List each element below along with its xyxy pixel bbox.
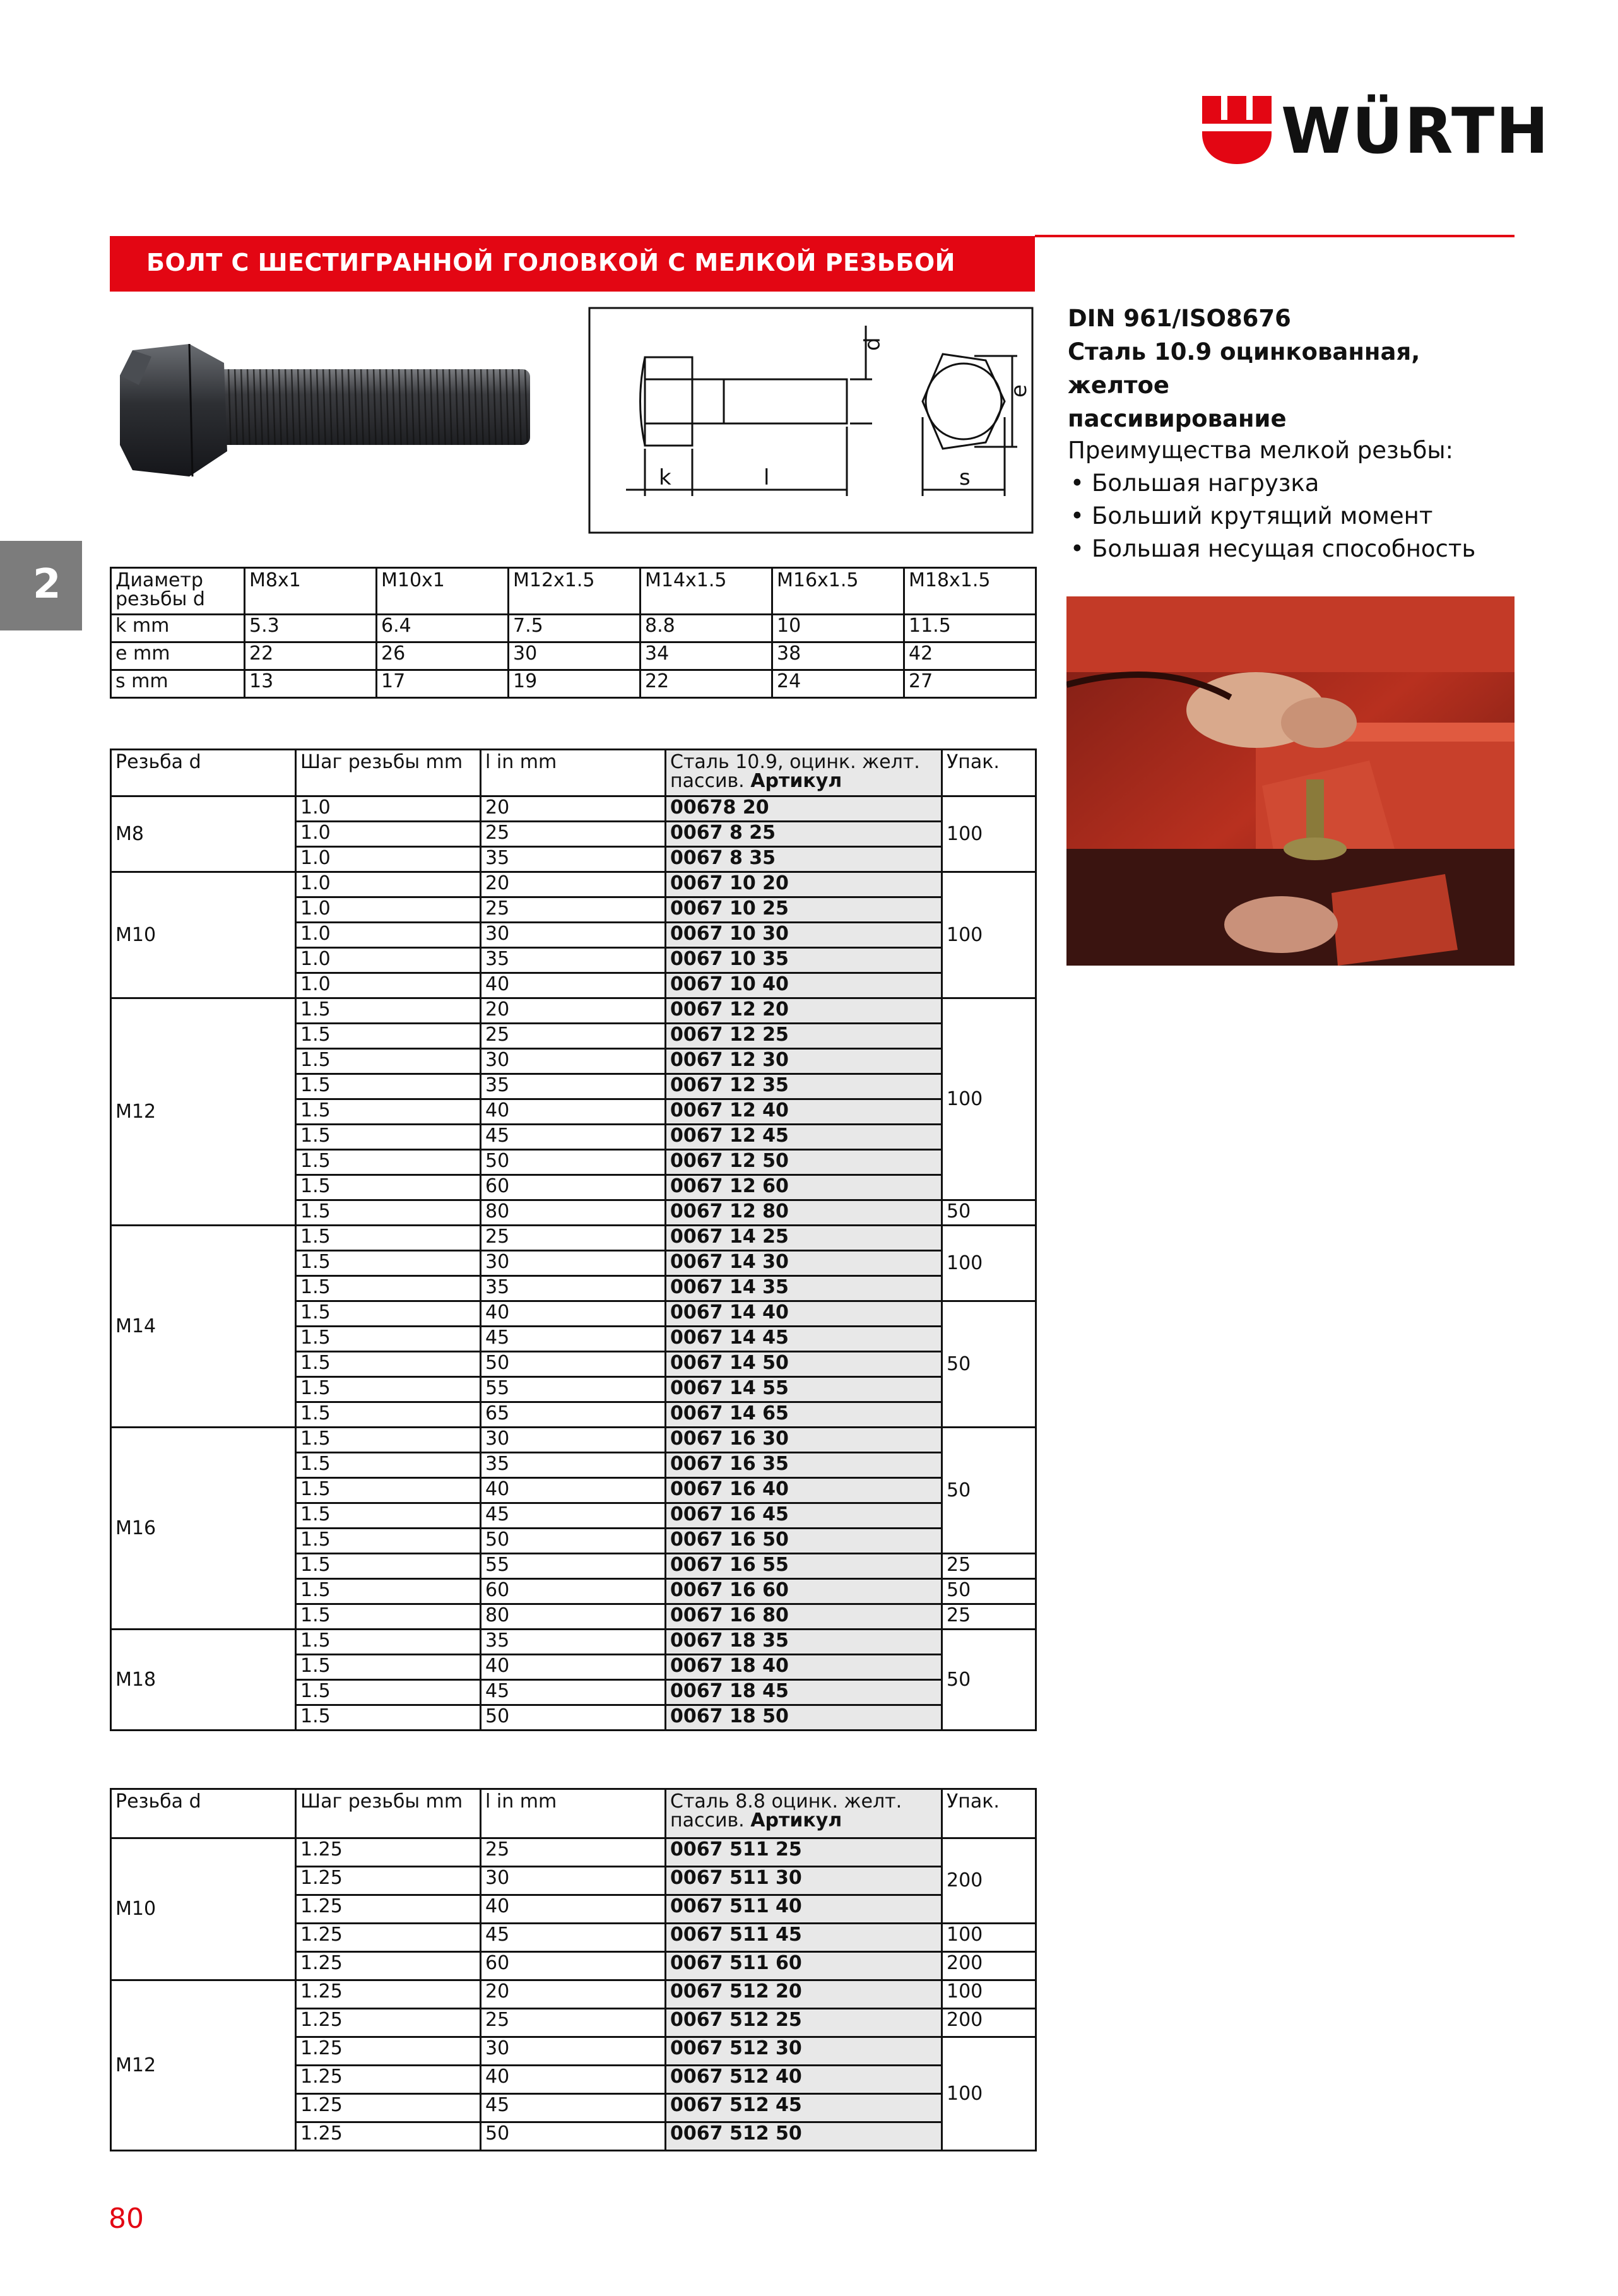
length-cell: 60 [481, 1579, 666, 1604]
size-header: M18x1.5 [904, 568, 1036, 615]
pitch-cell: 1.5 [296, 1680, 481, 1705]
pack-cell: 25 [942, 1554, 1036, 1579]
pitch-cell: 1.0 [296, 872, 481, 897]
pack-cell: 200 [942, 1952, 1036, 1980]
dimensions-table [110, 567, 1037, 699]
length-cell: 55 [481, 1554, 666, 1579]
pitch-cell: 1.5 [296, 1024, 481, 1049]
article-cell: 0067 511 30 [666, 1867, 942, 1895]
table-row [111, 1980, 1036, 2009]
page-title: БОЛТ С ШЕСТИГРАННОЙ ГОЛОВКОЙ С МЕЛКОЙ РЕЗЬБОЙ [146, 249, 955, 276]
dimension-value: 42 [904, 642, 1036, 670]
length-cell: 35 [481, 847, 666, 872]
pitch-cell: 1.25 [296, 1980, 481, 2009]
dimensions-row [111, 642, 1036, 670]
length-cell: 20 [481, 796, 666, 822]
article-cell: 0067 14 30 [666, 1251, 942, 1276]
article-cell: 0067 12 25 [666, 1024, 942, 1049]
header-article-line1: Сталь 8.8 оцинк. желт. [670, 1790, 902, 1813]
dimension-value: 6.4 [377, 615, 509, 642]
article-cell: 0067 16 40 [666, 1478, 942, 1503]
pitch-cell: 1.5 [296, 1428, 481, 1453]
header-thread: Резьба d [111, 750, 296, 796]
dimension-label: k mm [111, 615, 245, 642]
dimension-value: 34 [641, 642, 772, 670]
length-cell: 80 [481, 1200, 666, 1226]
length-cell: 60 [481, 1952, 666, 1980]
length-cell: 50 [481, 1352, 666, 1377]
pitch-cell: 1.25 [296, 1924, 481, 1952]
pitch-cell: 1.5 [296, 1478, 481, 1503]
table-row [111, 1428, 1036, 1453]
table-header-row [111, 750, 1036, 796]
length-cell: 35 [481, 1074, 666, 1099]
thread-cell: M12 [111, 1980, 296, 2151]
chapter-number: 2 [33, 561, 61, 608]
dimension-value: 26 [377, 642, 509, 670]
dimension-value: 19 [509, 670, 641, 698]
pack-cell: 100 [942, 872, 1036, 998]
pitch-cell: 1.5 [296, 1453, 481, 1478]
length-cell: 40 [481, 973, 666, 998]
drawing-label-e: e [1007, 384, 1032, 398]
drawing-label-d: d [860, 337, 885, 351]
pack-cell: 50 [942, 1630, 1036, 1731]
pitch-cell: 1.5 [296, 1327, 481, 1352]
length-cell: 35 [481, 948, 666, 973]
pack-cell: 50 [942, 1301, 1036, 1428]
title-rule [1035, 235, 1515, 237]
article-cell: 0067 12 35 [666, 1074, 942, 1099]
thread-cell: M18 [111, 1630, 296, 1731]
pitch-cell: 1.25 [296, 1867, 481, 1895]
header-line: резьбы d [115, 588, 205, 610]
article-cell: 0067 12 50 [666, 1150, 942, 1175]
header-article-line2 [670, 772, 937, 791]
pitch-cell: 1.5 [296, 1554, 481, 1579]
table-row [111, 1630, 1036, 1655]
length-cell: 40 [481, 2066, 666, 2094]
dimension-value: 13 [245, 670, 377, 698]
article-cell: 0067 12 40 [666, 1099, 942, 1125]
chapter-tab [0, 541, 82, 630]
size-header: M14x1.5 [641, 568, 772, 615]
dimension-value: 38 [772, 642, 904, 670]
length-cell: 55 [481, 1377, 666, 1402]
pitch-cell: 1.5 [296, 1150, 481, 1175]
pitch-cell: 1.5 [296, 1503, 481, 1529]
article-cell: 0067 18 50 [666, 1705, 942, 1731]
length-cell: 45 [481, 1327, 666, 1352]
bolt-technical-drawing [588, 307, 1034, 534]
article-cell: 0067 512 40 [666, 2066, 942, 2094]
dimension-label: s mm [111, 670, 245, 698]
thread-cell: M10 [111, 872, 296, 998]
length-cell: 20 [481, 872, 666, 897]
pitch-cell: 1.5 [296, 1099, 481, 1125]
length-cell: 30 [481, 1251, 666, 1276]
article-cell: 0067 10 35 [666, 948, 942, 973]
header-length: l in mm [481, 1789, 666, 1838]
pitch-cell: 1.0 [296, 923, 481, 948]
header-article [666, 1789, 942, 1838]
dimensions-header-label [111, 568, 245, 615]
length-cell: 30 [481, 923, 666, 948]
article-cell: 0067 12 45 [666, 1125, 942, 1150]
pitch-cell: 1.5 [296, 1604, 481, 1630]
pitch-cell: 1.5 [296, 1049, 481, 1074]
pitch-cell: 1.5 [296, 1402, 481, 1428]
advantages-list [1068, 467, 1547, 565]
article-cell: 0067 16 60 [666, 1579, 942, 1604]
article-cell: 0067 14 50 [666, 1352, 942, 1377]
length-cell: 20 [481, 1980, 666, 2009]
article-cell: 0067 16 55 [666, 1554, 942, 1579]
header-pack: Упак. [942, 1789, 1036, 1838]
dimension-value: 30 [509, 642, 641, 670]
article-cell: 0067 16 45 [666, 1503, 942, 1529]
pitch-cell: 1.5 [296, 1529, 481, 1554]
brand-name: WÜRTH [1281, 94, 1550, 168]
pack-cell: 100 [942, 1226, 1036, 1301]
dimension-value: 8.8 [641, 615, 772, 642]
drawing-label-k: k [659, 465, 671, 490]
application-photo [1066, 596, 1515, 966]
size-header: M8x1 [245, 568, 377, 615]
length-cell: 50 [481, 1529, 666, 1554]
pitch-cell: 1.25 [296, 2009, 481, 2037]
pack-cell: 100 [942, 2037, 1036, 2151]
size-header: M12x1.5 [509, 568, 641, 615]
article-cell: 0067 12 80 [666, 1200, 942, 1226]
pitch-cell: 1.5 [296, 1175, 481, 1200]
title-bar [110, 236, 1035, 292]
length-cell: 45 [481, 1680, 666, 1705]
pitch-cell: 1.25 [296, 1838, 481, 1867]
length-cell: 40 [481, 1099, 666, 1125]
dimension-label: e mm [111, 642, 245, 670]
length-cell: 50 [481, 1150, 666, 1175]
drawing-label-s: s [959, 465, 971, 490]
pitch-cell: 1.5 [296, 1377, 481, 1402]
article-cell: 0067 512 45 [666, 2094, 942, 2122]
article-cell: 0067 18 45 [666, 1680, 942, 1705]
pitch-cell: 1.0 [296, 973, 481, 998]
advantage-item: • Большая несущая способность [1068, 533, 1547, 565]
wurth-emblem-icon [1202, 96, 1272, 165]
article-cell: 0067 14 45 [666, 1327, 942, 1352]
article-cell: 0067 14 40 [666, 1301, 942, 1327]
length-cell: 40 [481, 1301, 666, 1327]
pack-cell: 100 [942, 998, 1036, 1200]
pitch-cell: 1.5 [296, 1630, 481, 1655]
length-cell: 35 [481, 1276, 666, 1301]
length-cell: 45 [481, 1125, 666, 1150]
table-header-row [111, 1789, 1036, 1838]
article-cell: 0067 8 25 [666, 822, 942, 847]
dimension-value: 24 [772, 670, 904, 698]
pack-cell: 100 [942, 1980, 1036, 2009]
thread-cell: M8 [111, 796, 296, 872]
thread-cell: M10 [111, 1838, 296, 1980]
table-row [111, 872, 1036, 897]
article-cell: 0067 10 20 [666, 872, 942, 897]
article-cell: 0067 16 80 [666, 1604, 942, 1630]
length-cell: 30 [481, 1049, 666, 1074]
length-cell: 60 [481, 1175, 666, 1200]
header-pack: Упак. [942, 750, 1036, 796]
length-cell: 25 [481, 1226, 666, 1251]
dimension-value: 10 [772, 615, 904, 642]
pack-cell: 50 [942, 1428, 1036, 1554]
header-pitch: Шаг резьбы mm [296, 750, 481, 796]
article-cell: 0067 16 35 [666, 1453, 942, 1478]
pitch-cell: 1.25 [296, 1895, 481, 1924]
dimension-value: 5.3 [245, 615, 377, 642]
header-article-bold: Артикул [750, 770, 842, 792]
pitch-cell: 1.5 [296, 1655, 481, 1680]
length-cell: 50 [481, 1705, 666, 1731]
pitch-cell: 1.5 [296, 1251, 481, 1276]
dimension-value: 11.5 [904, 615, 1036, 642]
article-cell: 0067 14 25 [666, 1226, 942, 1251]
size-header: M16x1.5 [772, 568, 904, 615]
header-article-prefix: пассив. [670, 1809, 745, 1831]
article-cell: 0067 511 25 [666, 1838, 942, 1867]
header-article [666, 750, 942, 796]
article-cell: 0067 12 20 [666, 998, 942, 1024]
article-cell: 0067 14 35 [666, 1276, 942, 1301]
pitch-cell: 1.5 [296, 1301, 481, 1327]
article-cell: 0067 18 35 [666, 1630, 942, 1655]
pitch-cell: 1.25 [296, 2094, 481, 2122]
length-cell: 40 [481, 1655, 666, 1680]
length-cell: 45 [481, 2094, 666, 2122]
pack-cell: 100 [942, 1924, 1036, 1952]
article-cell: 0067 10 40 [666, 973, 942, 998]
pitch-cell: 1.0 [296, 948, 481, 973]
length-cell: 25 [481, 897, 666, 923]
article-cell: 0067 511 60 [666, 1952, 942, 1980]
article-cell: 0067 14 55 [666, 1377, 942, 1402]
pitch-cell: 1.5 [296, 1200, 481, 1226]
pitch-cell: 1.0 [296, 822, 481, 847]
length-cell: 30 [481, 1428, 666, 1453]
article-cell: 0067 512 25 [666, 2009, 942, 2037]
article-cell: 0067 511 40 [666, 1895, 942, 1924]
advantage-item: • Большая нагрузка [1068, 467, 1547, 500]
length-cell: 40 [481, 1478, 666, 1503]
header-article-bold: Артикул [750, 1809, 842, 1831]
length-cell: 30 [481, 1867, 666, 1895]
thread-cell: M14 [111, 1226, 296, 1428]
table-row [111, 796, 1036, 822]
article-cell: 00678 20 [666, 796, 942, 822]
bolt-photo [114, 325, 543, 495]
length-cell: 50 [481, 2122, 666, 2151]
pitch-cell: 1.25 [296, 2122, 481, 2151]
article-table-8-8 [110, 1788, 1037, 2151]
dimension-value: 22 [245, 642, 377, 670]
pitch-cell: 1.5 [296, 1579, 481, 1604]
article-cell: 0067 16 50 [666, 1529, 942, 1554]
dimensions-row [111, 670, 1036, 698]
pitch-cell: 1.5 [296, 1125, 481, 1150]
pack-cell: 25 [942, 1604, 1036, 1630]
header-article-line1: Сталь 10.9, оцинк. желт. [670, 751, 920, 773]
length-cell: 45 [481, 1924, 666, 1952]
article-cell: 0067 512 50 [666, 2122, 942, 2151]
article-cell: 0067 8 35 [666, 847, 942, 872]
length-cell: 80 [481, 1604, 666, 1630]
length-cell: 25 [481, 2009, 666, 2037]
length-cell: 45 [481, 1503, 666, 1529]
pack-cell: 100 [942, 796, 1036, 872]
standard-info [1068, 302, 1522, 435]
pitch-cell: 1.5 [296, 1352, 481, 1377]
table-row [111, 998, 1036, 1024]
article-cell: 0067 10 25 [666, 897, 942, 923]
length-cell: 35 [481, 1453, 666, 1478]
pitch-cell: 1.5 [296, 1074, 481, 1099]
pitch-cell: 1.0 [296, 796, 481, 822]
length-cell: 65 [481, 1402, 666, 1428]
article-cell: 0067 16 30 [666, 1428, 942, 1453]
pack-cell: 50 [942, 1579, 1036, 1604]
article-cell: 0067 14 65 [666, 1402, 942, 1428]
dimensions-row [111, 615, 1036, 642]
pack-cell: 50 [942, 1200, 1036, 1226]
header-pitch: Шаг резьбы mm [296, 1789, 481, 1838]
table-row [111, 1226, 1036, 1251]
pitch-cell: 1.0 [296, 897, 481, 923]
material-line2: пассивирование [1068, 405, 1287, 432]
thread-cell: M16 [111, 1428, 296, 1630]
article-cell: 0067 511 45 [666, 1924, 942, 1952]
article-cell: 0067 12 60 [666, 1175, 942, 1200]
length-cell: 35 [481, 1630, 666, 1655]
header-article-prefix: пассив. [670, 770, 745, 792]
drawing-label-l: l [764, 465, 770, 490]
length-cell: 25 [481, 1024, 666, 1049]
length-cell: 30 [481, 2037, 666, 2066]
pitch-cell: 1.25 [296, 1952, 481, 1980]
pitch-cell: 1.5 [296, 1226, 481, 1251]
dimension-value: 27 [904, 670, 1036, 698]
material-line1: Сталь 10.9 оцинкованная, желтое [1068, 338, 1420, 399]
size-header: M10x1 [377, 568, 509, 615]
article-table-10-9 [110, 749, 1037, 1731]
pitch-cell: 1.25 [296, 2037, 481, 2066]
page-number: 80 [109, 2203, 144, 2235]
dimension-value: 22 [641, 670, 772, 698]
article-cell: 0067 12 30 [666, 1049, 942, 1074]
article-cell: 0067 10 30 [666, 923, 942, 948]
dimensions-header-row [111, 568, 1036, 615]
pitch-cell: 1.5 [296, 1276, 481, 1301]
header-length: l in mm [481, 750, 666, 796]
advantages-heading: Преимущества мелкой резьбы: [1068, 437, 1454, 464]
length-cell: 25 [481, 822, 666, 847]
pitch-cell: 1.25 [296, 2066, 481, 2094]
advantage-item: • Больший крутящий момент [1068, 500, 1547, 533]
pack-cell: 200 [942, 2009, 1036, 2037]
dimension-value: 7.5 [509, 615, 641, 642]
length-cell: 40 [481, 1895, 666, 1924]
length-cell: 25 [481, 1838, 666, 1867]
thread-cell: M12 [111, 998, 296, 1226]
header-article-line2 [670, 1811, 937, 1830]
article-cell: 0067 512 20 [666, 1980, 942, 2009]
pitch-cell: 1.5 [296, 998, 481, 1024]
header-thread: Резьба d [111, 1789, 296, 1838]
dimension-value: 17 [377, 670, 509, 698]
wurth-logo [1202, 94, 1550, 170]
standard-code: DIN 961/ISO8676 [1068, 305, 1291, 332]
article-cell: 0067 512 30 [666, 2037, 942, 2066]
header-line: Диаметр [115, 569, 203, 591]
pitch-cell: 1.0 [296, 847, 481, 872]
table-row [111, 1838, 1036, 1867]
article-cell: 0067 18 40 [666, 1655, 942, 1680]
advantages [1068, 434, 1547, 565]
pack-cell: 200 [942, 1838, 1036, 1924]
length-cell: 20 [481, 998, 666, 1024]
pitch-cell: 1.5 [296, 1705, 481, 1731]
